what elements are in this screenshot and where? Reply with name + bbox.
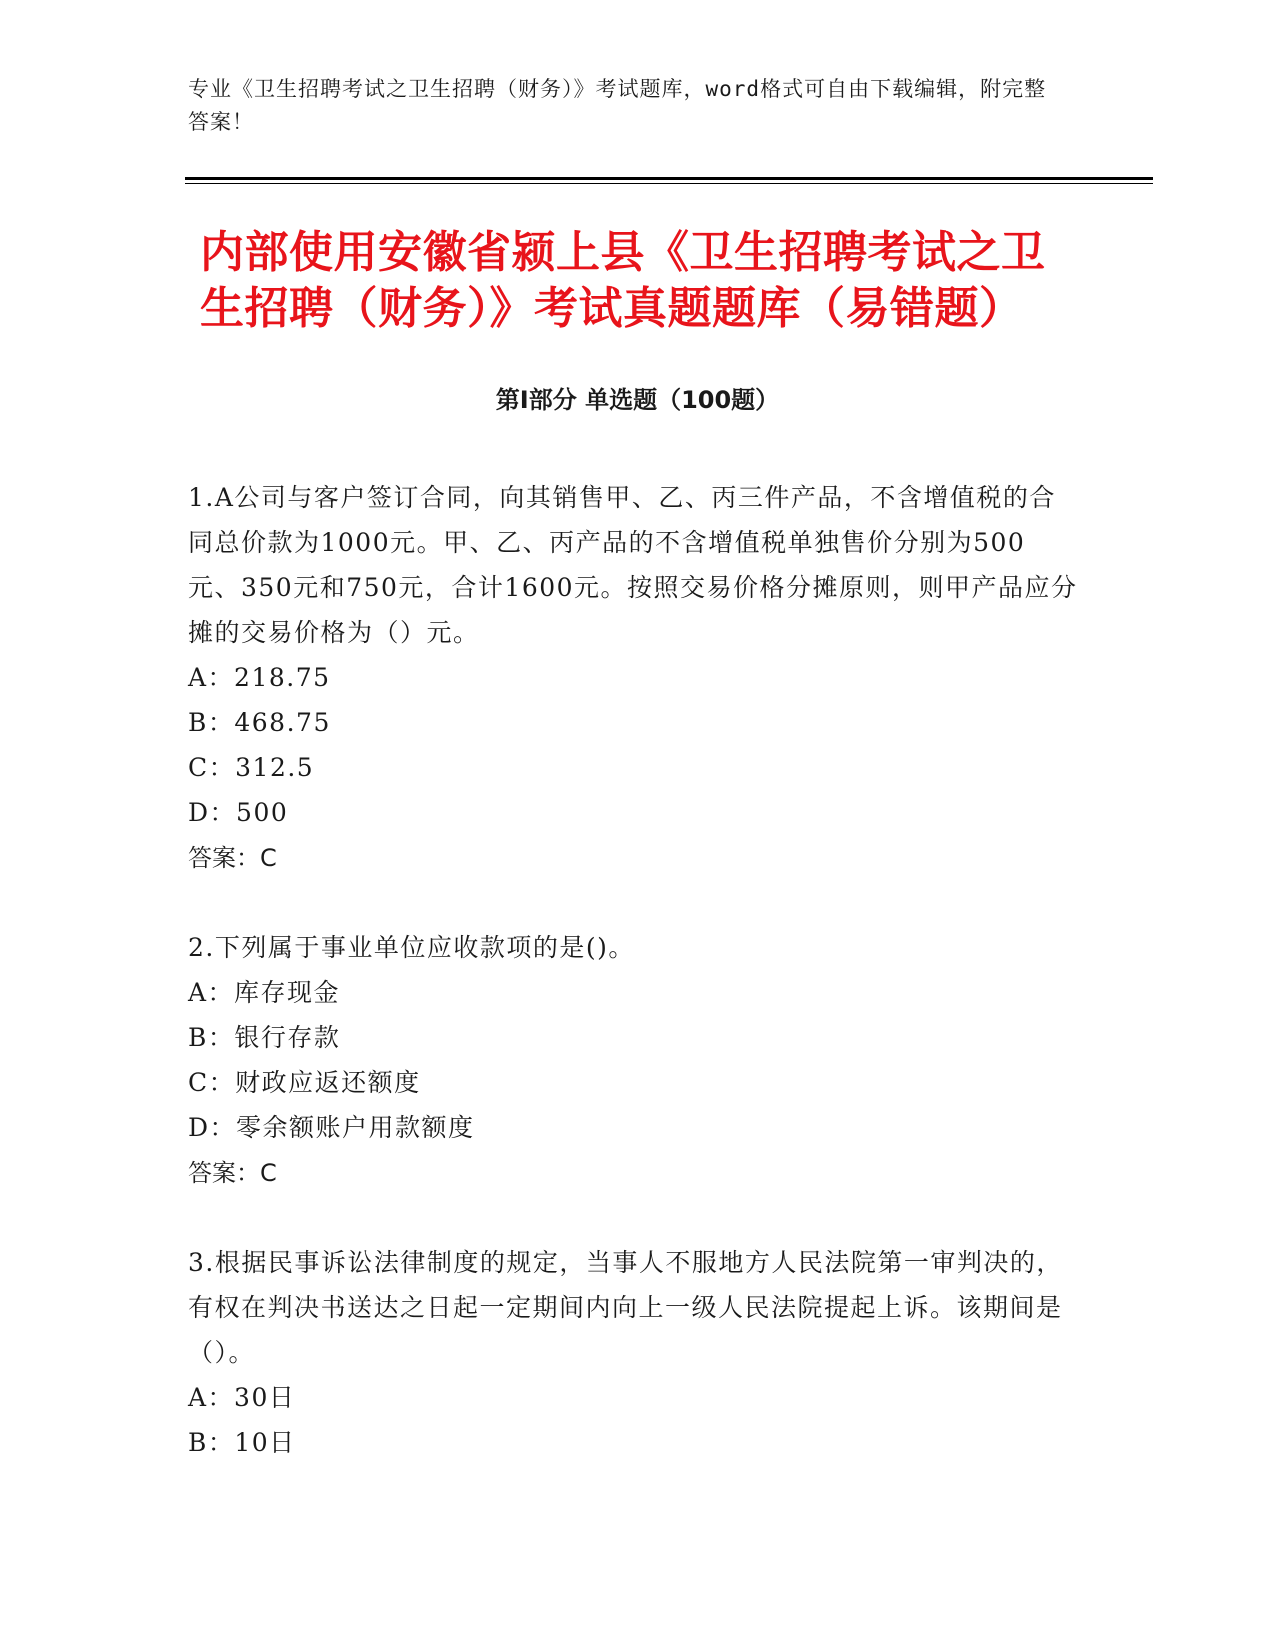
option-c: C：财政应返还额度 [188, 1068, 421, 1097]
answer: 答案：C [188, 844, 277, 872]
option-b: B：银行存款 [188, 1023, 341, 1052]
option-a: A：30日 [188, 1383, 296, 1412]
question-stem: 3.根据民事诉讼法律制度的规定，当事人不服地方人民法院第一审判决的，有权在判决书送达之日起一定期间内向上一级人民法院提起上诉。该期间是（）。 [188, 1248, 1063, 1367]
question-1 [188, 475, 1078, 881]
option-d: D：500 [188, 798, 289, 827]
header-note: 专业《卫生招聘考试之卫生招聘（财务）》考试题库，word格式可自由下载编辑，附完整答案！ [188, 77, 1047, 134]
question-2 [188, 925, 1078, 1196]
question-stem: 2.下列属于事业单位应收款项的是()。 [188, 933, 635, 962]
answer: 答案：C [188, 1159, 277, 1187]
option-b: B：10日 [188, 1428, 296, 1457]
option-b: B：468.75 [188, 708, 331, 737]
header-divider-thick [185, 177, 1153, 180]
option-a: A：218.75 [188, 663, 331, 692]
section-heading: 第I部分 单选题（100题） [495, 386, 780, 414]
option-a: A：库存现金 [188, 978, 341, 1007]
document-title: 内部使用安徽省颍上县《卫生招聘考试之卫生招聘（财务）》考试真题题库（易错题） [200, 227, 1046, 334]
question-3 [188, 1240, 1078, 1465]
header-divider-thin [185, 183, 1153, 184]
option-d: D：零余额账户用款额度 [188, 1113, 475, 1142]
question-list [188, 475, 1078, 1509]
question-stem: 1.A公司与客户签订合同，向其销售甲、乙、丙三件产品，不含增值税的合同总价款为1000元。甲、乙、丙产品的不含增值税单独售价分别为500元、350元和750元，合计1600元。按照交易价格分摊原则，则甲产品应分摊的交易价格为（）元。 [188, 483, 1078, 647]
option-c: C：312.5 [188, 753, 315, 782]
